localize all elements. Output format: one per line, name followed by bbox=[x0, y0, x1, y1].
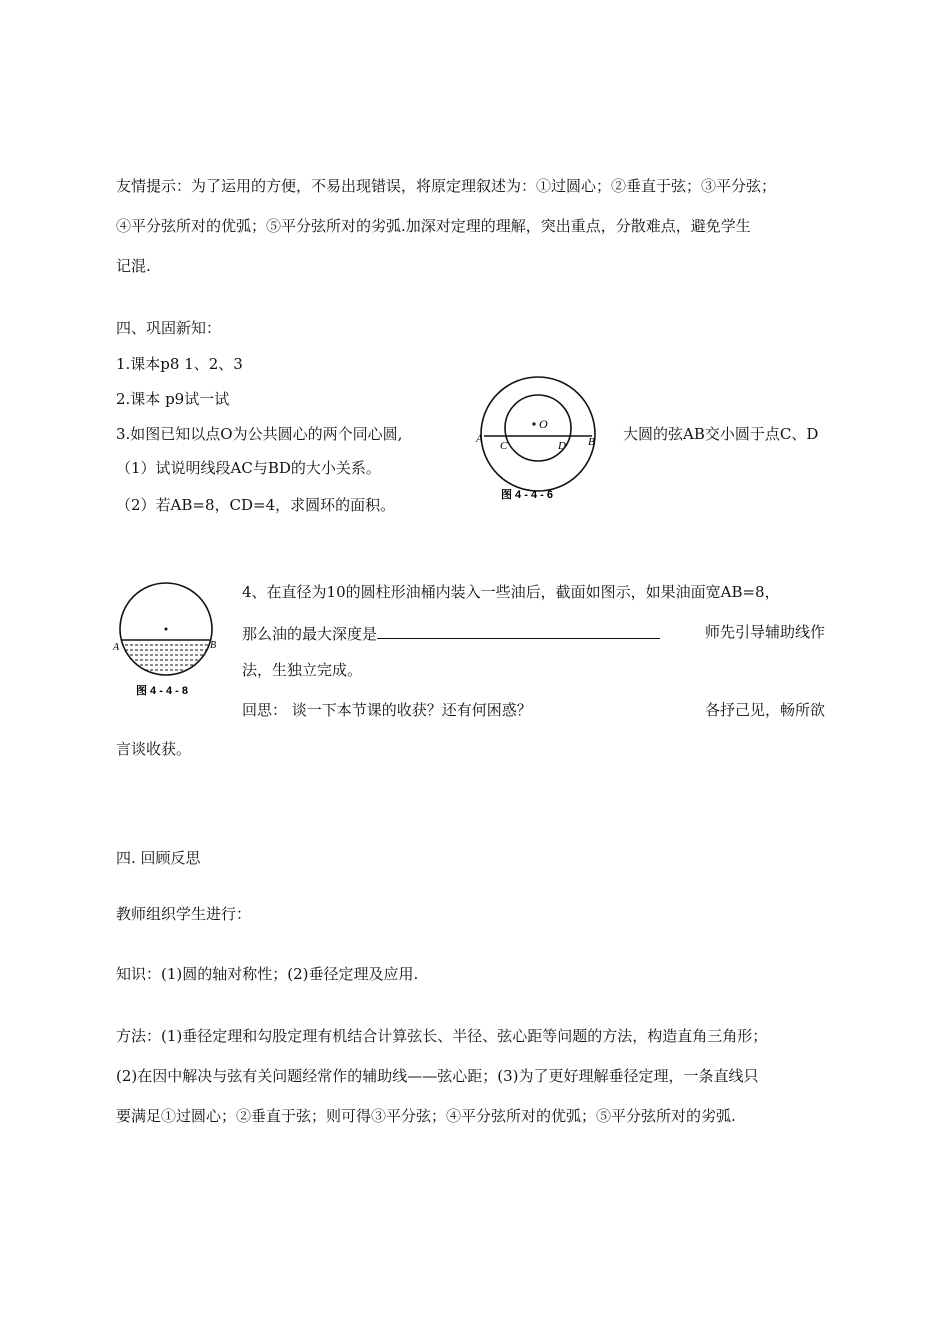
answer-blank[interactable] bbox=[377, 622, 660, 639]
tip-line-3: 记混. bbox=[116, 257, 151, 275]
center-point bbox=[532, 422, 535, 425]
review-organize: 教师组织学生进行： bbox=[116, 905, 252, 923]
figure-concentric-circles bbox=[472, 370, 604, 510]
reflection-continuation: 言谈收获。 bbox=[116, 740, 192, 758]
problem-4-line-2-left bbox=[242, 622, 660, 644]
label-a: A bbox=[113, 642, 120, 653]
tip-line-2: ④平分弦所对的优弧；⑤平分弦所对的劣弧.加深对定理的理解，突出重点，分散难点，避免学生 bbox=[116, 217, 751, 235]
exercise-item-3-right: 大圆的弦AB交小圆于点C、D bbox=[623, 425, 819, 443]
figure-caption: 图 4 - 4 - 6 bbox=[501, 489, 553, 501]
figure-caption: 图 4 - 4 - 8 bbox=[136, 685, 188, 697]
exercise-item-2: 2.课本 p9试一试 bbox=[116, 390, 230, 408]
review-method-line-2: (2)在因中解决与弦有关问题经常作的辅助线——弦心距；(3)为了更好理解垂径定理，一条直线只 bbox=[116, 1067, 759, 1085]
review-method-line-1: 方法：(1)垂径定理和勾股定理有机结合计算弦长、半径、弦心距等问题的方法，构造直角三角形； bbox=[116, 1027, 768, 1045]
large-circle bbox=[481, 377, 595, 491]
label-b: B bbox=[210, 640, 217, 651]
exercise-item-3-question-1: （1）试说明线段AC与BD的大小关系。 bbox=[116, 459, 381, 477]
problem-4-line-2-right: 师先引导辅助线作 bbox=[705, 623, 826, 641]
section-heading-consolidate: 四、巩固新知： bbox=[116, 319, 222, 337]
label-o: O bbox=[539, 417, 548, 431]
reflection-left: 回思： 谈一下本节课的收获？还有何困惑？ bbox=[242, 701, 532, 719]
label-b: B bbox=[588, 436, 595, 448]
label-d: D bbox=[558, 440, 566, 452]
problem-4-line-1: 4、在直径为10的圆柱形油桶内装入一些油后，截面如图示，如果油面宽AB=8， bbox=[242, 583, 780, 601]
tip-line-1: 友情提示：为了运用的方便，不易出现错误，将原定理叙述为：①过圆心；②垂直于弦；③平分弦； bbox=[116, 177, 777, 195]
problem-4-prompt: 那么油的最大深度是 bbox=[242, 625, 378, 643]
review-method-line-3: 要满足①过圆心；②垂直于弦；则可得③平分弦；④平分弦所对的优弧；⑤平分弦所对的劣弧. bbox=[116, 1107, 736, 1125]
exercise-item-3-left: 3.如图已知以点O为公共圆心的两个同心圆, bbox=[116, 425, 403, 443]
exercise-item-3-question-2: （2）若AB=8，CD=4，求圆环的面积。 bbox=[116, 496, 396, 514]
label-a: A bbox=[476, 433, 483, 445]
figure-oil-tank bbox=[110, 578, 220, 698]
reflection-right: 各抒己见，畅所欲 bbox=[705, 701, 826, 719]
label-c: C bbox=[500, 440, 508, 452]
review-knowledge: 知识：(1)圆的轴对称性；(2)垂径定理及应用. bbox=[116, 965, 419, 983]
section-heading-review: 四. 回顾反思 bbox=[116, 849, 201, 867]
problem-4-line-3: 法，生独立完成。 bbox=[242, 661, 363, 679]
exercise-item-1: 1.课本p8 1、2、3 bbox=[116, 355, 243, 373]
tank-center-point bbox=[165, 628, 168, 631]
